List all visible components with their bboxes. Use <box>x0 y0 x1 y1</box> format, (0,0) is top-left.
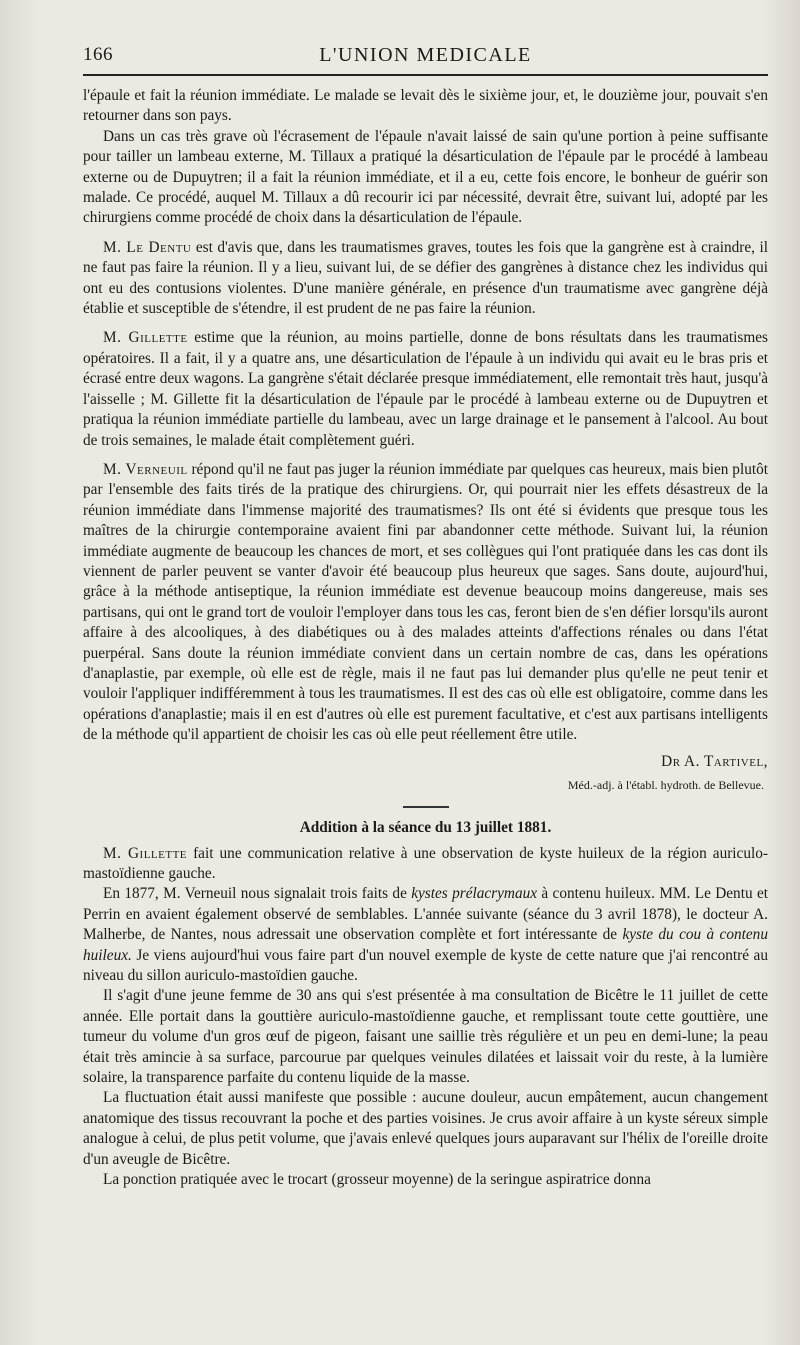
speaker-name: M. Le Dentu <box>103 238 192 256</box>
signature-affiliation: Méd.-adj. à l'établ. hydroth. de Bellevue. <box>567 777 764 792</box>
paragraph-text: est d'avis que, dans les traumatismes graves, toutes les fois que la gangrène est à craindre, il ne faut pas faire la réunion. Il y a lieu, suivant lui, de se défier des gangrènes à distance chez les individus qui ont eu des contusions violentes. D'une manière générale, en présence d'un traumatisme avec gangrène déjà établie et susceptible de s'étendre, il est prudent de ne pas faire la réunion. <box>83 238 768 318</box>
paragraph-addition-history <box>83 884 768 986</box>
paragraph-fluctuation: La fluctuation était aussi manifeste que possible : aucune douleur, aucun empâtement, aucun changement anatomique des tissus recouvrant la poche et des parties voisines. Je crus avoir affaire à un kyste séreux simple analogue à celui, de plus petit volume, que j'avais enlevé quelques jours auparavant sur l'hélix de l'oreille droite d'un aveugle de Bicêtre. <box>83 1089 768 1168</box>
paragraph-verneuil <box>83 460 768 746</box>
paragraph-text: fait une communication relative à une observation de kyste huileux de la région auriculo-mastoïdienne gauche. <box>83 844 768 882</box>
header-rule <box>83 74 768 76</box>
running-head <box>83 40 768 74</box>
paragraph-gillette <box>83 328 768 450</box>
speaker-name: M. Verneuil <box>103 460 188 478</box>
paragraph-text: répond qu'il ne faut pas juger la réunion immédiate par quelques cas heureux, mais bien plutôt par l'ensemble des faits tirés de la pratique des chirurgiens. Or, qui pourrait nier les effets désastreux de la réunion immédiate dans l'immense majorité des traumatismes? Ils ont été si évidents que presque tous les maîtres de la chirurgie contemporaine avaient fini par abandonner cette méthode. Suivant lui, la réunion immédiate augmente de beaucoup les chances de mort, et ses collègues qui l'ont pratiquée dans les cas dont ils viennent de parler peuvent se vanter d'avoir été beaucoup plus heureux que sages. Sans doute, aujourd'hui, grâce à la méthode antiseptique, la réunion immédiate est devenue beaucoup moins dangereuse, mais ses partisans, qui ont le grand tort de vouloir l'employer dans tous les cas, feront bien de s'en défier lorsqu'ils auront affaire à des alcooliques, à des diabétiques ou à des malades atteints d'affections rénales ou dans l'état puerpéral. Sans doute la réunion immédiate convient dans un certain nombre de cas, dans les opérations d'anaplastie, par exemple, où elle est de règle, mais il ne faut pas lui demander plus qu'elle ne peut tenir et vouloir l'appliquer indifféremment à tous les traumatismes. Il est des cas où elle est obligatoire, comme dans les opérations d'anaplastie; mais il en est d'autres où elle est purement facultative, et c'est aux partisans intelligents de la méthode qu'il appartient de choisir les cas où elle peut réellement être utile. <box>83 460 768 744</box>
page-number: 166 <box>83 44 113 65</box>
paragraph-le-dentu <box>83 238 768 320</box>
text-run: En 1877, M. Verneuil nous signalait trois faits de <box>103 885 412 903</box>
paragraph-case-description: Il s'agit d'une jeune femme de 30 ans qui s'est présentée à ma consultation de Bicêtre le 11 juillet de cette année. Elle portait dans la gouttière auriculo-mastoïdienne gauche, et remplissant toute cette gouttière, une tumeur du volume d'un gros œuf de pigeon, faisant une saillie très régulière et un peu en demi-lune; la peau était très amincie à sa surface, parcourue par quelques veinules dilatées et laissait voir du reste, à la lumière solaire, la transparence parfaite du contenu liquide de la masse. <box>83 987 768 1087</box>
running-title: L'UNION MEDICALE <box>319 44 532 66</box>
speaker-name: M. Gillette <box>103 329 188 347</box>
paragraph-continuation: l'épaule et fait la réunion immédiate. Le malade se levait dès le sixième jour, et, le douzième jour, pouvait s'en retourner dans son pays. <box>83 87 768 125</box>
speaker-name: M. Gillette <box>103 844 188 862</box>
paragraph-ponction: La ponction pratiquée avec le trocart (grosseur moyenne) de la seringue aspiratrice donna <box>103 1171 651 1189</box>
section-divider <box>403 806 449 808</box>
section-title: Addition à la séance du 13 juillet 1881. <box>299 818 552 836</box>
italic-term: kystes prélacrymaux <box>411 885 538 903</box>
text-run: Je viens aujourd'hui vous faire part d'un nouvel exemple de kyste de cette nature que j'ai rencontré au niveau du sillon auriculo-mastoïdien gauche. <box>83 946 768 985</box>
signature-name: Dr A. Tartivel, <box>661 752 768 770</box>
paragraph-tillaux: Dans un cas très grave où l'écrasement de l'épaule n'avait laissé de sain qu'une portion à peine suffisante pour tailler un lambeau externe, M. Tillaux a pratiqué la désarticulation de l'épaule par le procédé à lambeau externe ou de Dupuytren; il a fait la réunion immédiate, et il a eu, cette fois encore, le bonheur de guérir son malade. Ce procédé, auquel M. Tillaux a dû recourir ici par nécessité, devrait être, suivant lui, adopté par les chirurgiens comme procédé de choix dans la désarticulation de l'épaule. <box>83 127 768 227</box>
text-run: à contenu huileux. MM. Le Dentu et Perrin en avaient également observé de semblables. L'année suivante (séance du 3 avril 1878), le docteur A. Malherbe, de Nantes, nous adressait une observation complète et fort intéressante de <box>83 885 768 944</box>
paragraph-text: estime que la réunion, au moins partielle, donne de bons résultats dans les traumatismes opératoires. Il a fait, il y a quatre ans, une désarticulation de l'épaule à un individu qui avait eu le bras pris et écrasé entre deux wagons. La gangrène s'était déclarée presque immédiatement, elle remontait très haut, jusqu'à l'aisselle ; M. Gillette fit la désarticulation de l'épaule par le procédé à lambeau externe ou de Dupuytren et pratiqua la réunion immédiate partielle du lambeau, avec un large drainage et le pansement à l'alcool. Au bout de trois semaines, le malade était complètement guéri. <box>83 329 768 449</box>
italic-term: kyste du cou à contenu huileux. <box>83 926 768 964</box>
paragraph-addition-intro <box>83 844 768 885</box>
